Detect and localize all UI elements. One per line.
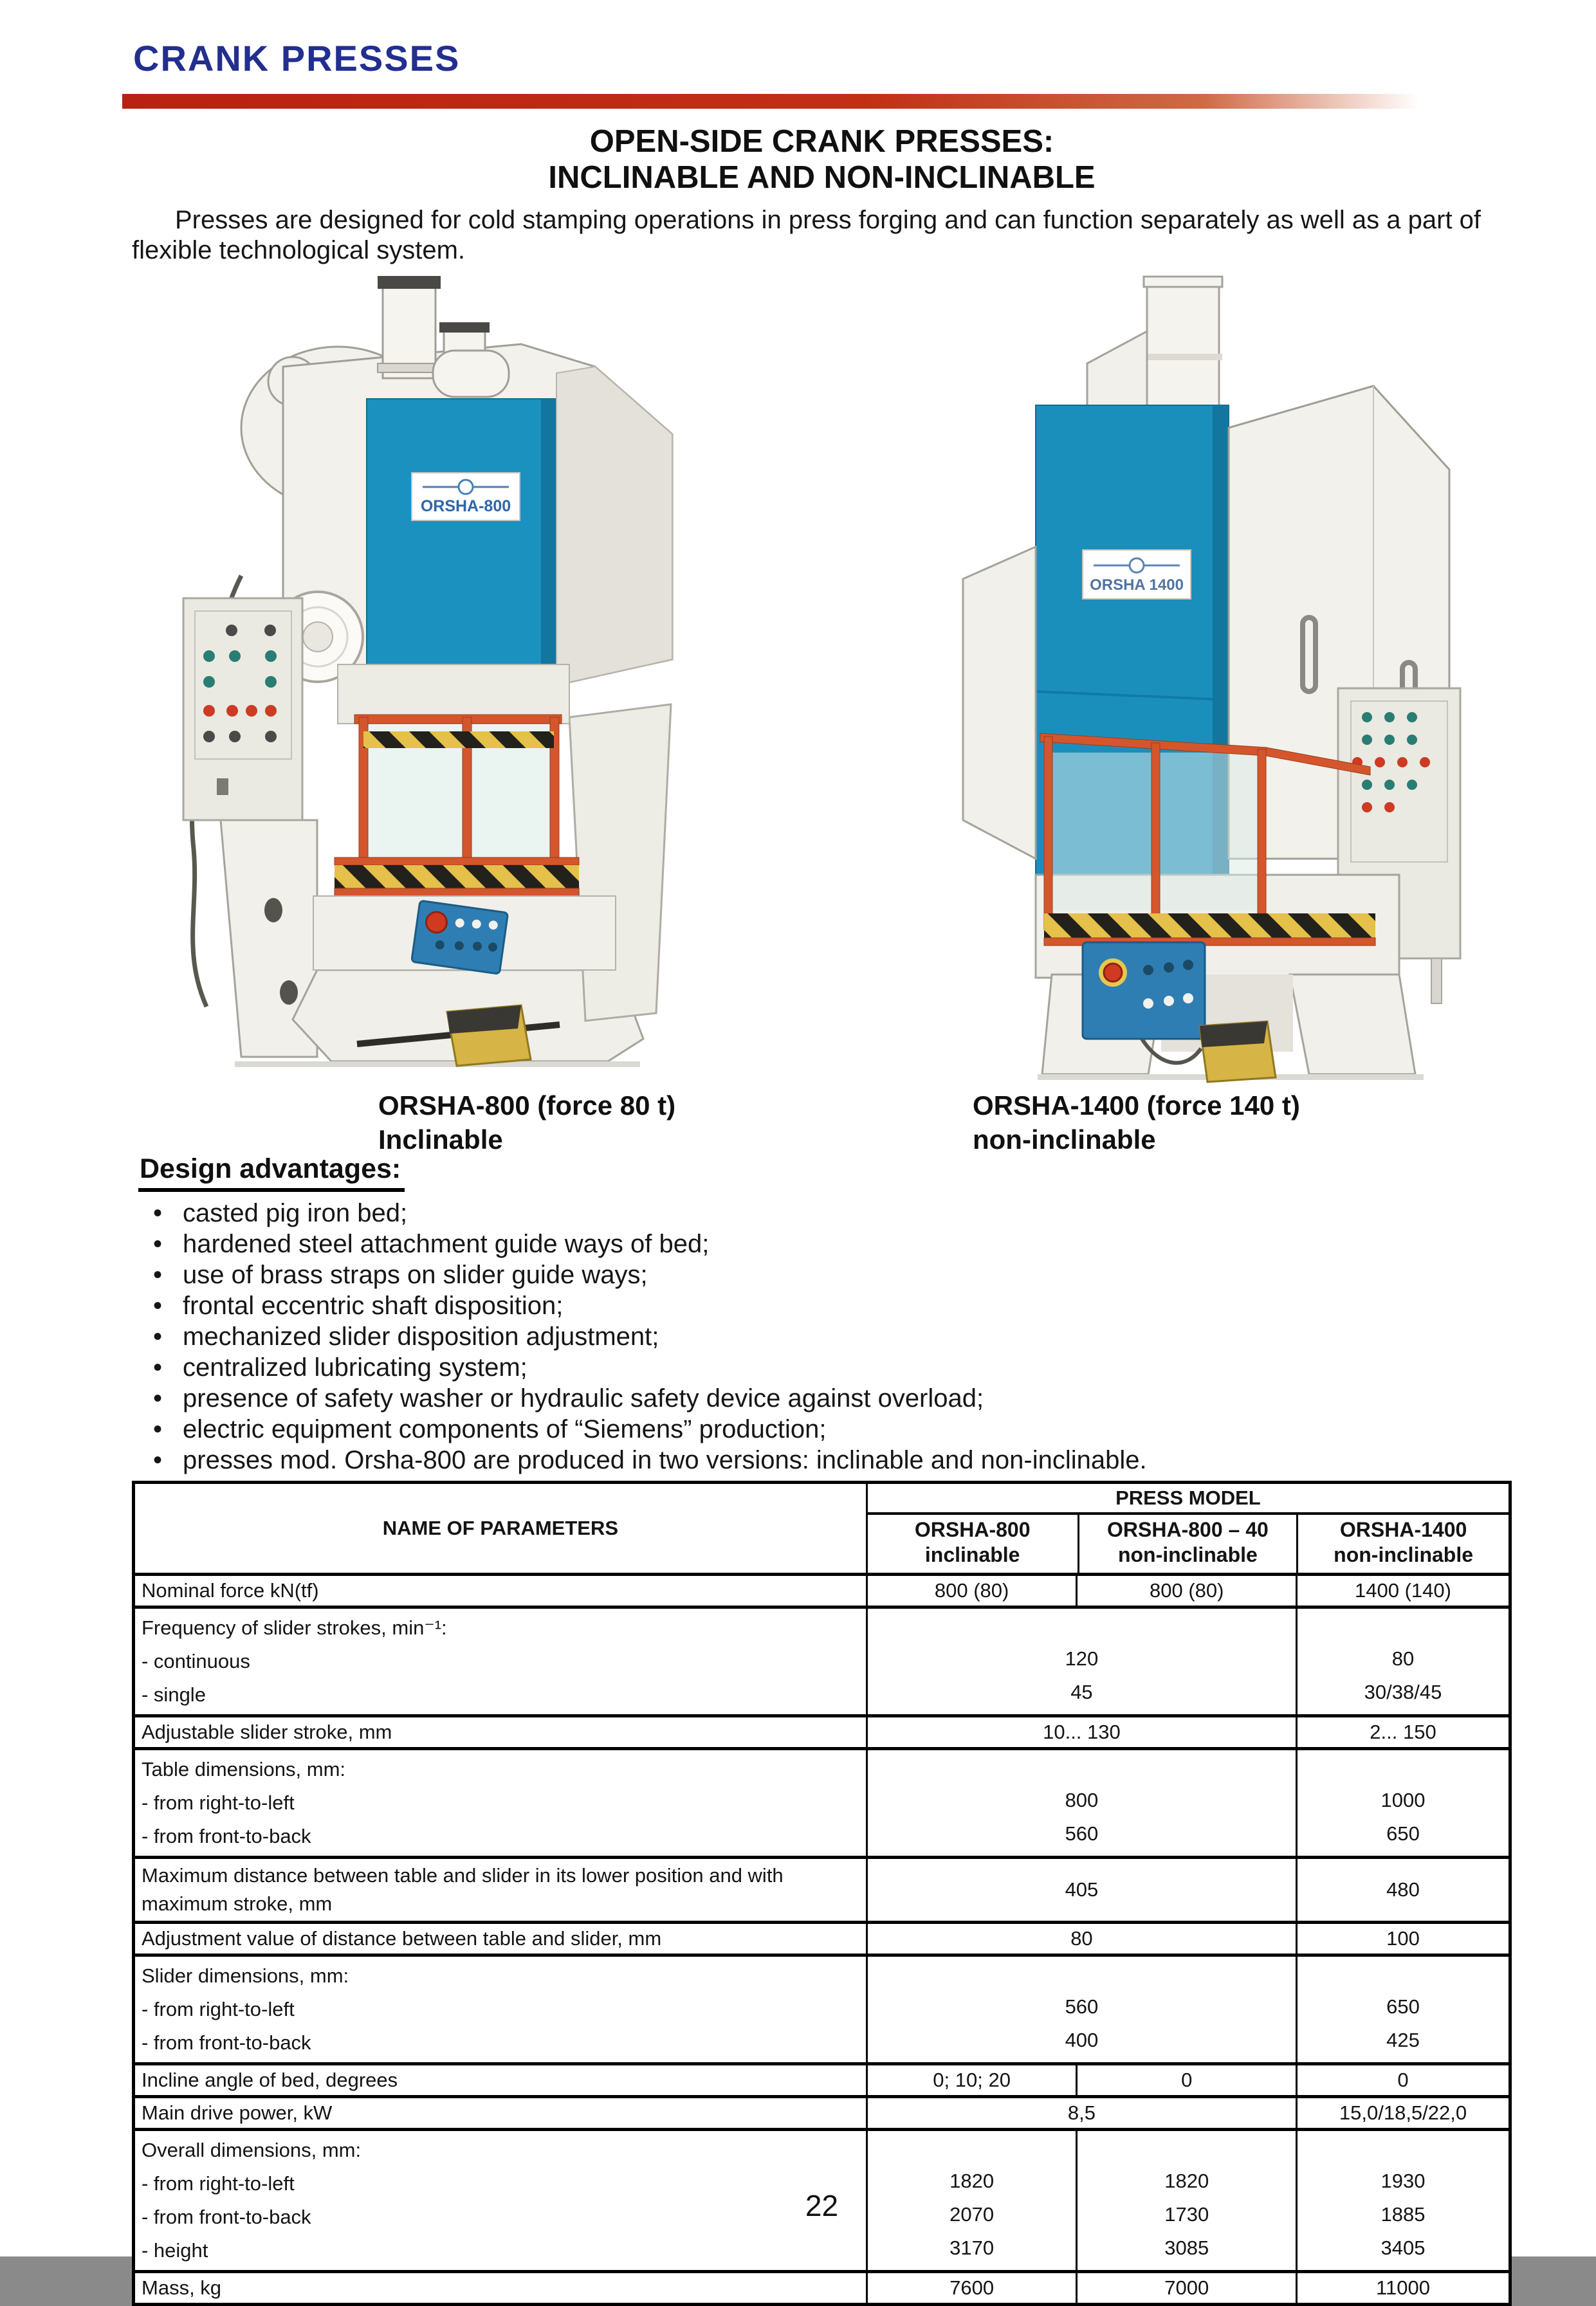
machine-label-text: ORSHA 1400 (1090, 576, 1184, 594)
emergency-stop-button (1104, 964, 1122, 982)
param-subitem: - from front-to-back (142, 2206, 311, 2228)
top-cylinders (378, 276, 509, 397)
model-variant: inclinable (924, 1543, 1020, 1566)
advantage-item: • centralized lubricating system; (149, 1352, 1487, 1383)
machine-label (412, 473, 520, 520)
header-rule (122, 94, 1473, 109)
value: 1820 (1164, 2170, 1209, 2192)
table-row (135, 1747, 1509, 1856)
param-name: Adjustment value of distance between table and slider, mm (142, 1927, 662, 1950)
advantage-item: • electric equipment components of “Siemens” production; (149, 1414, 1487, 1445)
param-name: Mass, kg (142, 2276, 222, 2299)
param-subitem: - continuous (142, 1650, 250, 1672)
press-model-group (866, 1484, 1509, 1573)
press-photo-left (145, 267, 711, 1081)
value-cell: 2... 150 (1296, 1717, 1509, 1747)
table-row (135, 2095, 1509, 2128)
intro-line1: Presses are designed for cold stamping operations in press forging and can function separately as well as a part of (175, 206, 1481, 234)
foot-pedal (1200, 1021, 1276, 1082)
value: 30/38/45 (1364, 1681, 1442, 1703)
value-cell-merged: 8,5 (866, 2098, 1296, 2128)
value-cell: 100 (1296, 1924, 1509, 1954)
page-number: 22 (805, 2189, 839, 2222)
col-header-model-2 (1078, 1515, 1297, 1573)
param-subitem: - single (142, 1683, 206, 1706)
value-cell-merged: 10... 130 (866, 1717, 1296, 1747)
table-row (135, 2062, 1509, 2095)
param-name: Nominal force kN(tf) (142, 1579, 319, 1602)
param-subitem: - height (142, 2239, 208, 2262)
advantage-item: • frontal eccentric shaft disposition; (149, 1290, 1487, 1321)
table-row (135, 1856, 1509, 1921)
caption-right-line2: non-inclinable (973, 1124, 1156, 1155)
table-row (135, 2270, 1509, 2303)
value: 3170 (949, 2237, 995, 2259)
col-group-press-model: PRESS MODEL (868, 1484, 1509, 1515)
param-label: Table dimensions, mm: (142, 1758, 346, 1780)
logo-mark (1130, 558, 1144, 572)
param-name (135, 1859, 866, 1921)
advantage-item: • presses mod. Orsha-800 are produced in two versions: inclinable and non-inclinable. (149, 1445, 1487, 1476)
spec-table (132, 1481, 1512, 2306)
value: 560 (1065, 1995, 1099, 2018)
value-cell (1296, 1750, 1509, 1856)
advantage-item: • hardened steel attachment guide ways of bed; (149, 1229, 1487, 1259)
value-cell: 15,0/18,5/22,0 (1296, 2098, 1509, 2128)
value-cell-merged (866, 1957, 1296, 2062)
hazard-stripe (1044, 913, 1375, 938)
intro-line2: flexible technological system. (132, 236, 466, 264)
table-row (135, 1576, 1509, 1606)
value-cell: 7600 (866, 2273, 1076, 2303)
param-label: Overall dimensions, mm: (142, 2139, 362, 2161)
model-variant: non-inclinable (1117, 1543, 1258, 1566)
param-subitem: - from front-to-back (142, 1825, 311, 1847)
electrical-cabinet (183, 598, 302, 820)
control-pendant (412, 901, 508, 974)
machine-label (1083, 550, 1191, 599)
value-cell: 11000 (1296, 2273, 1509, 2303)
value-cell: 480 (1296, 1859, 1509, 1921)
value: 45 (1070, 1681, 1093, 1703)
value: 1000 (1380, 1789, 1426, 1811)
value: 425 (1386, 2029, 1420, 2051)
col-header-model-3 (1296, 1515, 1509, 1573)
value-cell-merged: 80 (866, 1924, 1296, 1954)
param-name (135, 1957, 866, 2062)
hazard-stripe-top (363, 731, 554, 748)
doc-title-line1: OPEN-SIDE CRANK PRESSES: (589, 124, 1054, 159)
value: 1820 (949, 2170, 995, 2192)
value-cell-merged (866, 1609, 1296, 1714)
param-subitem: - from right-to-left (142, 2172, 295, 2195)
caption-right (973, 1088, 1300, 1157)
doc-title-line2: INCLINABLE AND NON-INCLINABLE (548, 160, 1096, 195)
value-cell: 0 (1076, 2065, 1296, 2095)
value-cell: 800 (80) (866, 1576, 1076, 1606)
value: 80 (1391, 1647, 1415, 1670)
advantage-item: • casted pig iron bed; (149, 1198, 1487, 1229)
param-name (135, 1609, 866, 1714)
param-name: Main drive power, kW (142, 2101, 333, 2124)
caption-right-line1: ORSHA-1400 (force 140 t) (973, 1090, 1300, 1121)
press-illustration-left (145, 267, 711, 1081)
param-subitem: - from right-to-left (142, 1998, 295, 2020)
value-cell-merged: 405 (866, 1859, 1296, 1921)
param-label: Frequency of slider strokes, min⁻¹: (142, 1616, 447, 1639)
value-cell: 800 (80) (1076, 1576, 1296, 1606)
advantage-item: • mechanized slider disposition adjustment; (149, 1321, 1487, 1352)
left-wing-panel (963, 547, 1036, 859)
param-label: Slider dimensions, mm: (142, 1964, 349, 1987)
model-variant: non-inclinable (1334, 1543, 1474, 1566)
value-cell: 1400 (140) (1296, 1576, 1509, 1606)
param-name: Incline angle of bed, degrees (142, 2069, 398, 2091)
value: 1930 (1380, 2170, 1426, 2192)
table-row (135, 1714, 1509, 1747)
param-label: Maximum distance between table and slider in its lower position and with maximum stroke, mm (142, 1864, 784, 1915)
param-subitem: - from front-to-back (142, 2031, 311, 2054)
value: 400 (1065, 2029, 1099, 2051)
advantage-item: • presence of safety washer or hydraulic safety device against overload; (149, 1383, 1487, 1414)
press-illustration-right (891, 277, 1476, 1084)
caption-left (378, 1088, 675, 1157)
advantage-item: • use of brass straps on slider guide ways; (149, 1259, 1487, 1290)
table-row (135, 1606, 1509, 1714)
logo-mark (459, 480, 473, 494)
table-header (135, 1484, 1509, 1576)
value-cell: 7000 (1076, 2273, 1296, 2303)
value-cell (1296, 1609, 1509, 1714)
press-photo-right (891, 277, 1476, 1084)
value: 800 (1065, 1789, 1099, 1811)
machine-label-text: ORSHA-800 (420, 497, 511, 515)
value-cell: 0; 10; 20 (866, 2065, 1076, 2095)
safety-guard (335, 715, 579, 896)
value: 560 (1065, 1822, 1099, 1845)
value: 1885 (1380, 2203, 1426, 2226)
table-row (135, 1954, 1509, 2062)
section-header: CRANK PRESSES (133, 38, 461, 78)
value: 120 (1065, 1647, 1099, 1670)
param-subitem: - from right-to-left (142, 1791, 295, 1814)
value: 650 (1386, 1822, 1420, 1845)
caption-left-line1: ORSHA-800 (force 80 t) (378, 1090, 676, 1121)
model-name: ORSHA-1400 (1339, 1518, 1467, 1541)
advantages-heading: Design advantages: (138, 1153, 405, 1192)
model-name: ORSHA-800 – 40 (1107, 1518, 1269, 1541)
value: 650 (1386, 1995, 1420, 2018)
value: 1730 (1164, 2203, 1209, 2226)
value-cell-merged (866, 1750, 1296, 1856)
hazard-stripe-bottom (335, 865, 579, 888)
value: 3405 (1380, 2237, 1426, 2259)
advantages-list (149, 1198, 1487, 1476)
col-header-model-1 (868, 1515, 1078, 1573)
param-name (135, 1750, 866, 1856)
model-name: ORSHA-800 (914, 1518, 1031, 1541)
caption-left-line2: Inclinable (378, 1124, 503, 1155)
col-header-parameters: NAME OF PARAMETERS (382, 1517, 619, 1539)
table-row (135, 1921, 1509, 1954)
value-cell: 0 (1296, 2065, 1509, 2095)
value-cell (1296, 1957, 1509, 2062)
value: 2070 (949, 2203, 995, 2226)
param-name: Adjustable slider stroke, mm (142, 1721, 392, 1743)
value: 3085 (1164, 2237, 1209, 2259)
